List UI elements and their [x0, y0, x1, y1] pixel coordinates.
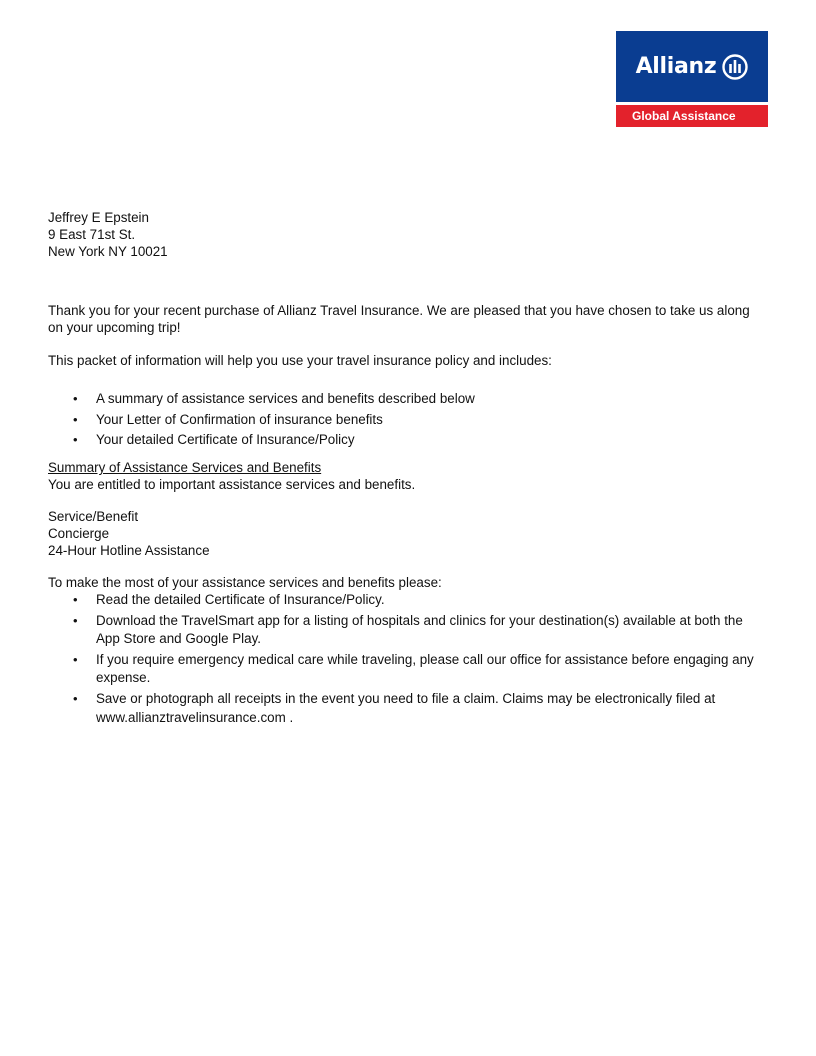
summary-text: You are entitled to important assistance services and benefits. — [48, 477, 416, 492]
summary-section — [48, 459, 768, 493]
bullet-icon: • — [73, 411, 78, 427]
recipient-name: Jeffrey E Epstein — [48, 210, 149, 225]
tips-intro: To make the most of your assistance services and benefits please: — [48, 575, 442, 590]
recipient-city: New York NY 10021 — [48, 244, 168, 259]
recipient-address — [48, 209, 768, 260]
logo-wordmark: Allianz — [635, 54, 717, 79]
services-header: Service/Benefit — [48, 509, 139, 524]
list-item: • Download the TravelSmart app for a listing of hospitals and clinics for your destination(s) available at both the App Store and Google Play. — [73, 612, 743, 647]
summary-heading: Summary of Assistance Services and Benefits — [48, 460, 322, 475]
list-item: • Save or photograph all receipts in the event you need to file a claim. Claims may be electronically filed at www.allianztravelinsurance.com . — [73, 690, 716, 725]
allianz-eagle-icon — [722, 54, 748, 80]
list-item: • If you require emergency medical care while traveling, please call our office for assistance before engaging any expense. — [73, 651, 754, 686]
service-item: 24-Hour Hotline Assistance — [48, 543, 210, 558]
logo-tagline: Global Assistance — [616, 105, 768, 127]
packet-list — [48, 390, 768, 448]
logo-top-band — [616, 31, 768, 102]
bullet-icon: • — [73, 651, 78, 667]
list-item: • A summary of assistance services and benefits described below — [73, 391, 475, 406]
bullet-icon: • — [73, 592, 78, 607]
services-section — [48, 508, 768, 559]
bullet-icon: • — [73, 432, 78, 447]
list-item: • Read the detailed Certificate of Insurance/Policy. — [48, 591, 768, 610]
intro-paragraph: Thank you for your recent purchase of Allianz Travel Insurance. We are pleased that you have chosen to take us along on your upcoming trip! — [48, 303, 750, 335]
bullet-icon: • — [73, 690, 78, 706]
list-item: • Your detailed Certificate of Insurance/Policy — [73, 432, 355, 447]
list-item: • Your Letter of Confirmation of insurance benefits — [73, 411, 383, 427]
letter-body — [48, 209, 768, 729]
allianz-logo — [616, 31, 768, 127]
bullet-icon: • — [73, 612, 78, 628]
packet-intro: This packet of information will help you use your travel insurance policy and includes: — [48, 353, 552, 368]
tips-list — [48, 591, 768, 727]
bullet-icon: • — [73, 391, 78, 406]
service-item: Concierge — [48, 526, 110, 541]
recipient-street: 9 East 71st St. — [48, 227, 136, 242]
